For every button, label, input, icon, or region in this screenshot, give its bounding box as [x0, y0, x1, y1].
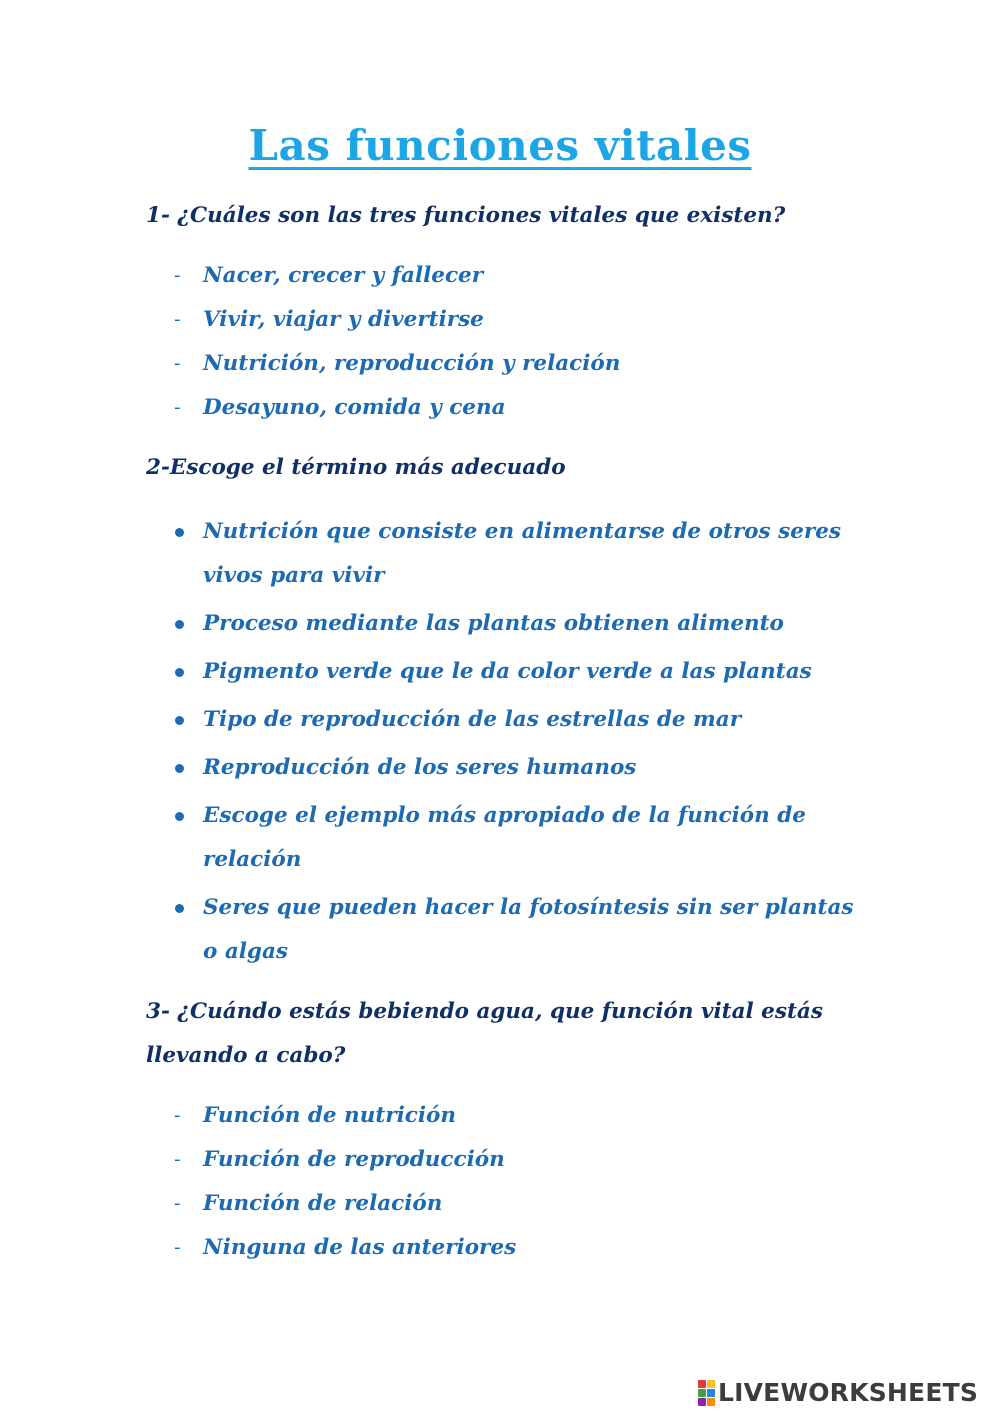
dash-marker: -	[174, 1149, 181, 1170]
dash-marker: -	[174, 1237, 181, 1258]
bullet-marker	[175, 812, 184, 821]
dash-marker: -	[174, 309, 181, 330]
q3-option-1[interactable]: Función de nutrición	[203, 1103, 456, 1128]
q1-option-4[interactable]: Desayuno, comida y cena	[203, 395, 506, 420]
liveworksheets-logo-icon	[698, 1380, 715, 1406]
brand-name: LIVEWORKSHEETS	[718, 1378, 979, 1407]
bullet-marker	[175, 764, 184, 773]
bullet-marker	[175, 904, 184, 913]
q1-option-1[interactable]: Nacer, crecer y fallecer	[203, 263, 484, 288]
q2-item-4: Tipo de reproducción de las estrellas de mar	[203, 707, 742, 732]
q2-item-2: Proceso mediante las plantas obtienen alimento	[203, 611, 784, 636]
q2-item-7: Seres que pueden hacer la fotosíntesis sin ser plantas o algas	[203, 895, 854, 964]
bullet-marker	[175, 716, 184, 725]
q3-option-4[interactable]: Ninguna de las anteriores	[203, 1235, 517, 1260]
question-1: 1- ¿Cuáles son las tres funciones vitales que existen?	[146, 203, 786, 228]
q2-item-1: Nutrición que consiste en alimentarse de otros seres vivos para vivir	[203, 519, 841, 588]
page-title: Las funciones vitales	[248, 121, 752, 170]
dash-marker: -	[174, 1193, 181, 1214]
liveworksheets-brand	[698, 1378, 978, 1408]
q1-option-3[interactable]: Nutrición, reproducción y relación	[203, 351, 621, 376]
q2-item-3: Pigmento verde que le da color verde a las plantas	[203, 659, 812, 684]
q1-option-2[interactable]: Vivir, viajar y divertirse	[203, 307, 484, 332]
dash-marker: -	[174, 353, 181, 374]
q3-option-3[interactable]: Función de relación	[203, 1191, 443, 1216]
bullet-marker	[175, 620, 184, 629]
dash-marker: -	[174, 265, 181, 286]
dash-marker: -	[174, 1105, 181, 1126]
question-3: 3- ¿Cuándo estás bebiendo agua, que función vital estás llevando a cabo?	[146, 999, 823, 1068]
bullet-marker	[175, 668, 184, 677]
bullet-marker	[175, 528, 184, 537]
q2-item-6: Escoge el ejemplo más apropiado de la función de relación	[203, 803, 806, 872]
q3-option-2[interactable]: Función de reproducción	[203, 1147, 505, 1172]
dash-marker: -	[174, 397, 181, 418]
q2-item-5: Reproducción de los seres humanos	[203, 755, 637, 780]
question-2: 2-Escoge el término más adecuado	[146, 455, 566, 480]
